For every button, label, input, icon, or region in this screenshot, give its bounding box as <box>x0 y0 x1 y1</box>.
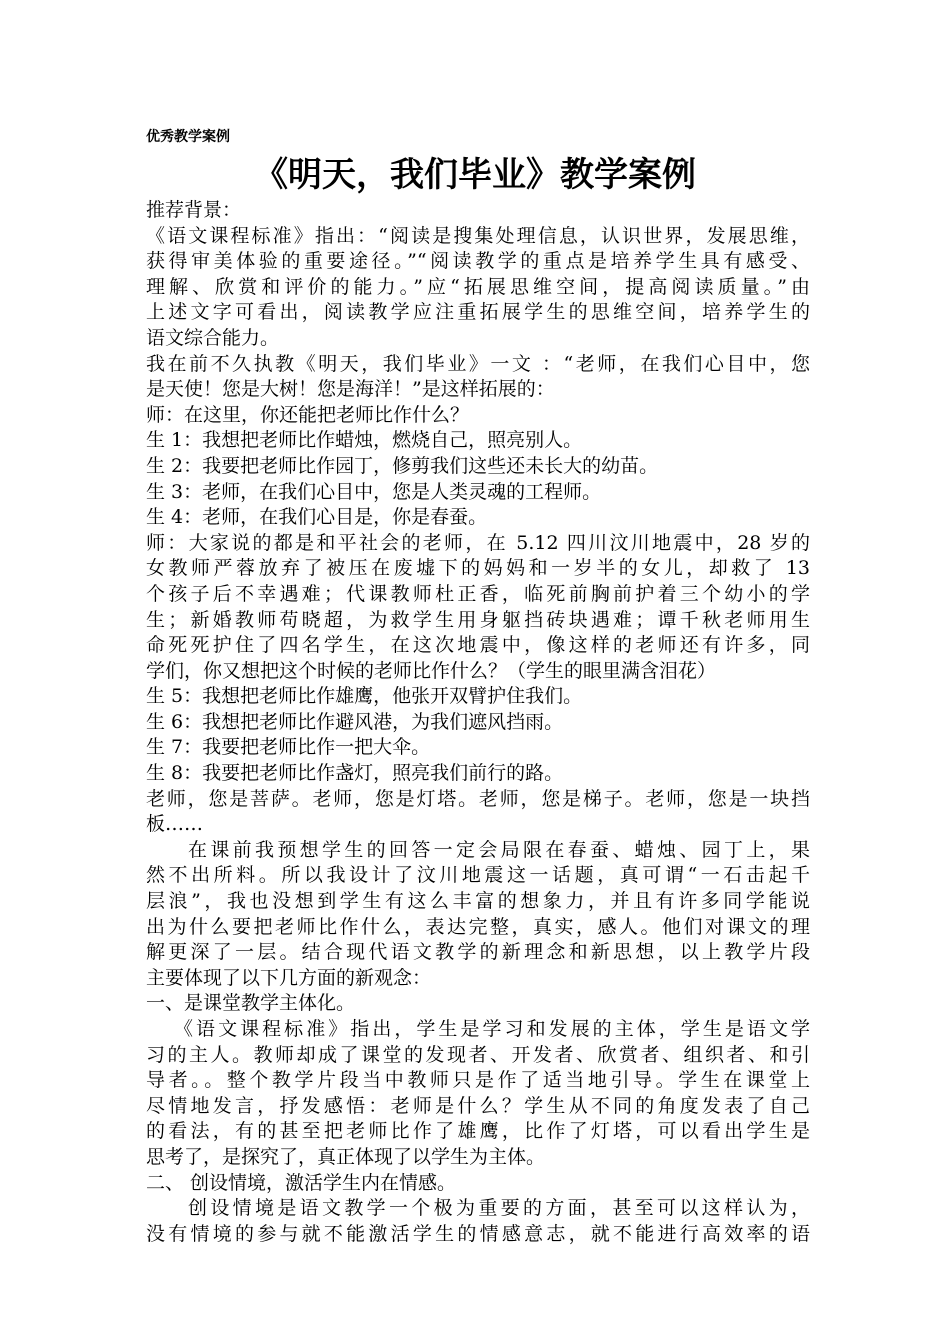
body-text-line: 上述文字可看出，阅读教学应注重拓展学生的思维空间，培养学生的 <box>146 301 810 324</box>
body-text-line: 的看法，有的甚至把老师比作了雄鹰，比作了灯塔，可以看出学生是 <box>146 1120 810 1143</box>
body-text-line: 语文综合能力。 <box>146 326 280 349</box>
body-text-line: 在课前我预想学生的回答一定会局限在春蚕、蜡烛、园丁上，果 <box>188 838 810 861</box>
body-text-line: 女教师严蓉放弃了被压在废墟下的妈妈和一岁半的女儿，却救了 13 <box>146 557 810 580</box>
body-text-line: 理解、欣赏和评价的能力。”应“拓展思维空间，提高阅读质量。”由 <box>146 275 810 298</box>
body-text-line: 习的主人。教师却成了课堂的发现者、开发者、欣赏者、组织者、和引 <box>146 1043 810 1066</box>
body-text-line: 创设情境是语文教学一个极为重要的方面，甚至可以这样认为， <box>188 1197 810 1220</box>
body-text-line: 尽情地发言，抒发感悟：老师是什么？学生从不同的角度发表了自己 <box>146 1094 810 1117</box>
body-text-line: 是天使！您是大树！您是海洋！”是这样拓展的： <box>146 378 555 401</box>
body-text-line: 生 1：我想把老师比作蜡烛，燃烧自己，照亮别人。 <box>146 429 583 452</box>
body-text-line: 学们，你又想把这个时候的老师比作什么？（学生的眼里满含泪花） <box>146 659 717 682</box>
body-text-line: 生；新婚教师苟晓超，为救学生用身躯挡砖块遇难；谭千秋老师用生 <box>146 608 810 631</box>
body-text-line: 《语文课程标准》指出：“阅读是搜集处理信息，认识世界，发展思维， <box>146 224 810 247</box>
body-text-line: 生 5：我想把老师比作雄鹰，他张开双臂护住我们。 <box>146 685 583 708</box>
body-text-line: 出为什么要把老师比作什么，表达完整，真实，感人。他们对课文的理 <box>146 915 810 938</box>
body-text-line: 命死死护住了四名学生，在这次地震中，像这样的老师还有许多，同 <box>146 634 810 657</box>
body-text-line: 层浪”，我也没想到学生有这么丰富的想象力，并且有许多同学能说 <box>146 890 810 913</box>
body-text-line: 二、 创设情境，激活学生内在情感。 <box>146 1171 457 1194</box>
document-category-label: 优秀教学案例 <box>146 129 230 145</box>
body-text-line: 师：大家说的都是和平社会的老师，在 5.12 四川汶川地震中，28 岁的 <box>146 531 810 554</box>
document-body <box>146 198 810 1247</box>
body-text-line: 生 7：我要把老师比作一把大伞。 <box>146 736 431 759</box>
body-text-line: 生 4：老师，在我们心目是，你是春蚕。 <box>146 506 488 529</box>
body-text-line: 生 2：我要把老师比作园丁，修剪我们这些还未长大的幼苗。 <box>146 454 659 477</box>
body-text-line: 主要体现了以下几方面的新观念： <box>146 966 432 989</box>
body-text-line: 思考了，是探究了，真正体现了以学生为主体。 <box>146 1145 546 1168</box>
body-text-line: 老师，您是菩萨。老师，您是灯塔。老师，您是梯子。老师，您是一块挡 <box>146 787 810 810</box>
body-text-line: 个孩子后不幸遇难；代课教师杜正香，临死前胸前护着三个幼小的学 <box>146 582 810 605</box>
body-text-line: 生 8：我要把老师比作盏灯，照亮我们前行的路。 <box>146 762 564 785</box>
body-text-line: 获得审美体验的重要途径。”“阅读教学的重点是培养学生具有感受、 <box>146 250 810 273</box>
document-title: 《明天，我们毕业》教学案例 <box>254 155 696 195</box>
body-text-line: 推荐背景： <box>146 199 242 221</box>
body-text-line: 板…… <box>146 813 204 836</box>
body-text-line: 生 3：老师，在我们心目中，您是人类灵魂的工程师。 <box>146 480 602 503</box>
body-text-line: 生 6：我想把老师比作避风港，为我们遮风挡雨。 <box>146 710 564 733</box>
body-text-line: 我在前不久执教《明天，我们毕业》一文 ：“老师，在我们心目中，您 <box>146 352 810 375</box>
body-text-line: 师：在这里，你还能把老师比作什么？ <box>146 403 470 426</box>
body-text-line: 然不出所料。所以我设计了汶川地震这一话题，真可谓“一石击起千 <box>146 864 810 887</box>
body-text-line: 解更深了一层。结合现代语文教学的新理念和新思想，以上教学片段 <box>146 941 810 964</box>
body-text-line: 没有情境的参与就不能激活学生的情感意志，就不能进行高效率的语 <box>146 1222 810 1245</box>
body-text-line: 导者。。整个教学片段当中教师只是作了适当地引导。学生在课堂上 <box>146 1069 810 1092</box>
body-text-line: 《语文课程标准》指出，学生是学习和发展的主体，学生是语文学 <box>174 1018 810 1040</box>
body-text-line: 一、是课堂教学主体化。 <box>146 992 356 1015</box>
